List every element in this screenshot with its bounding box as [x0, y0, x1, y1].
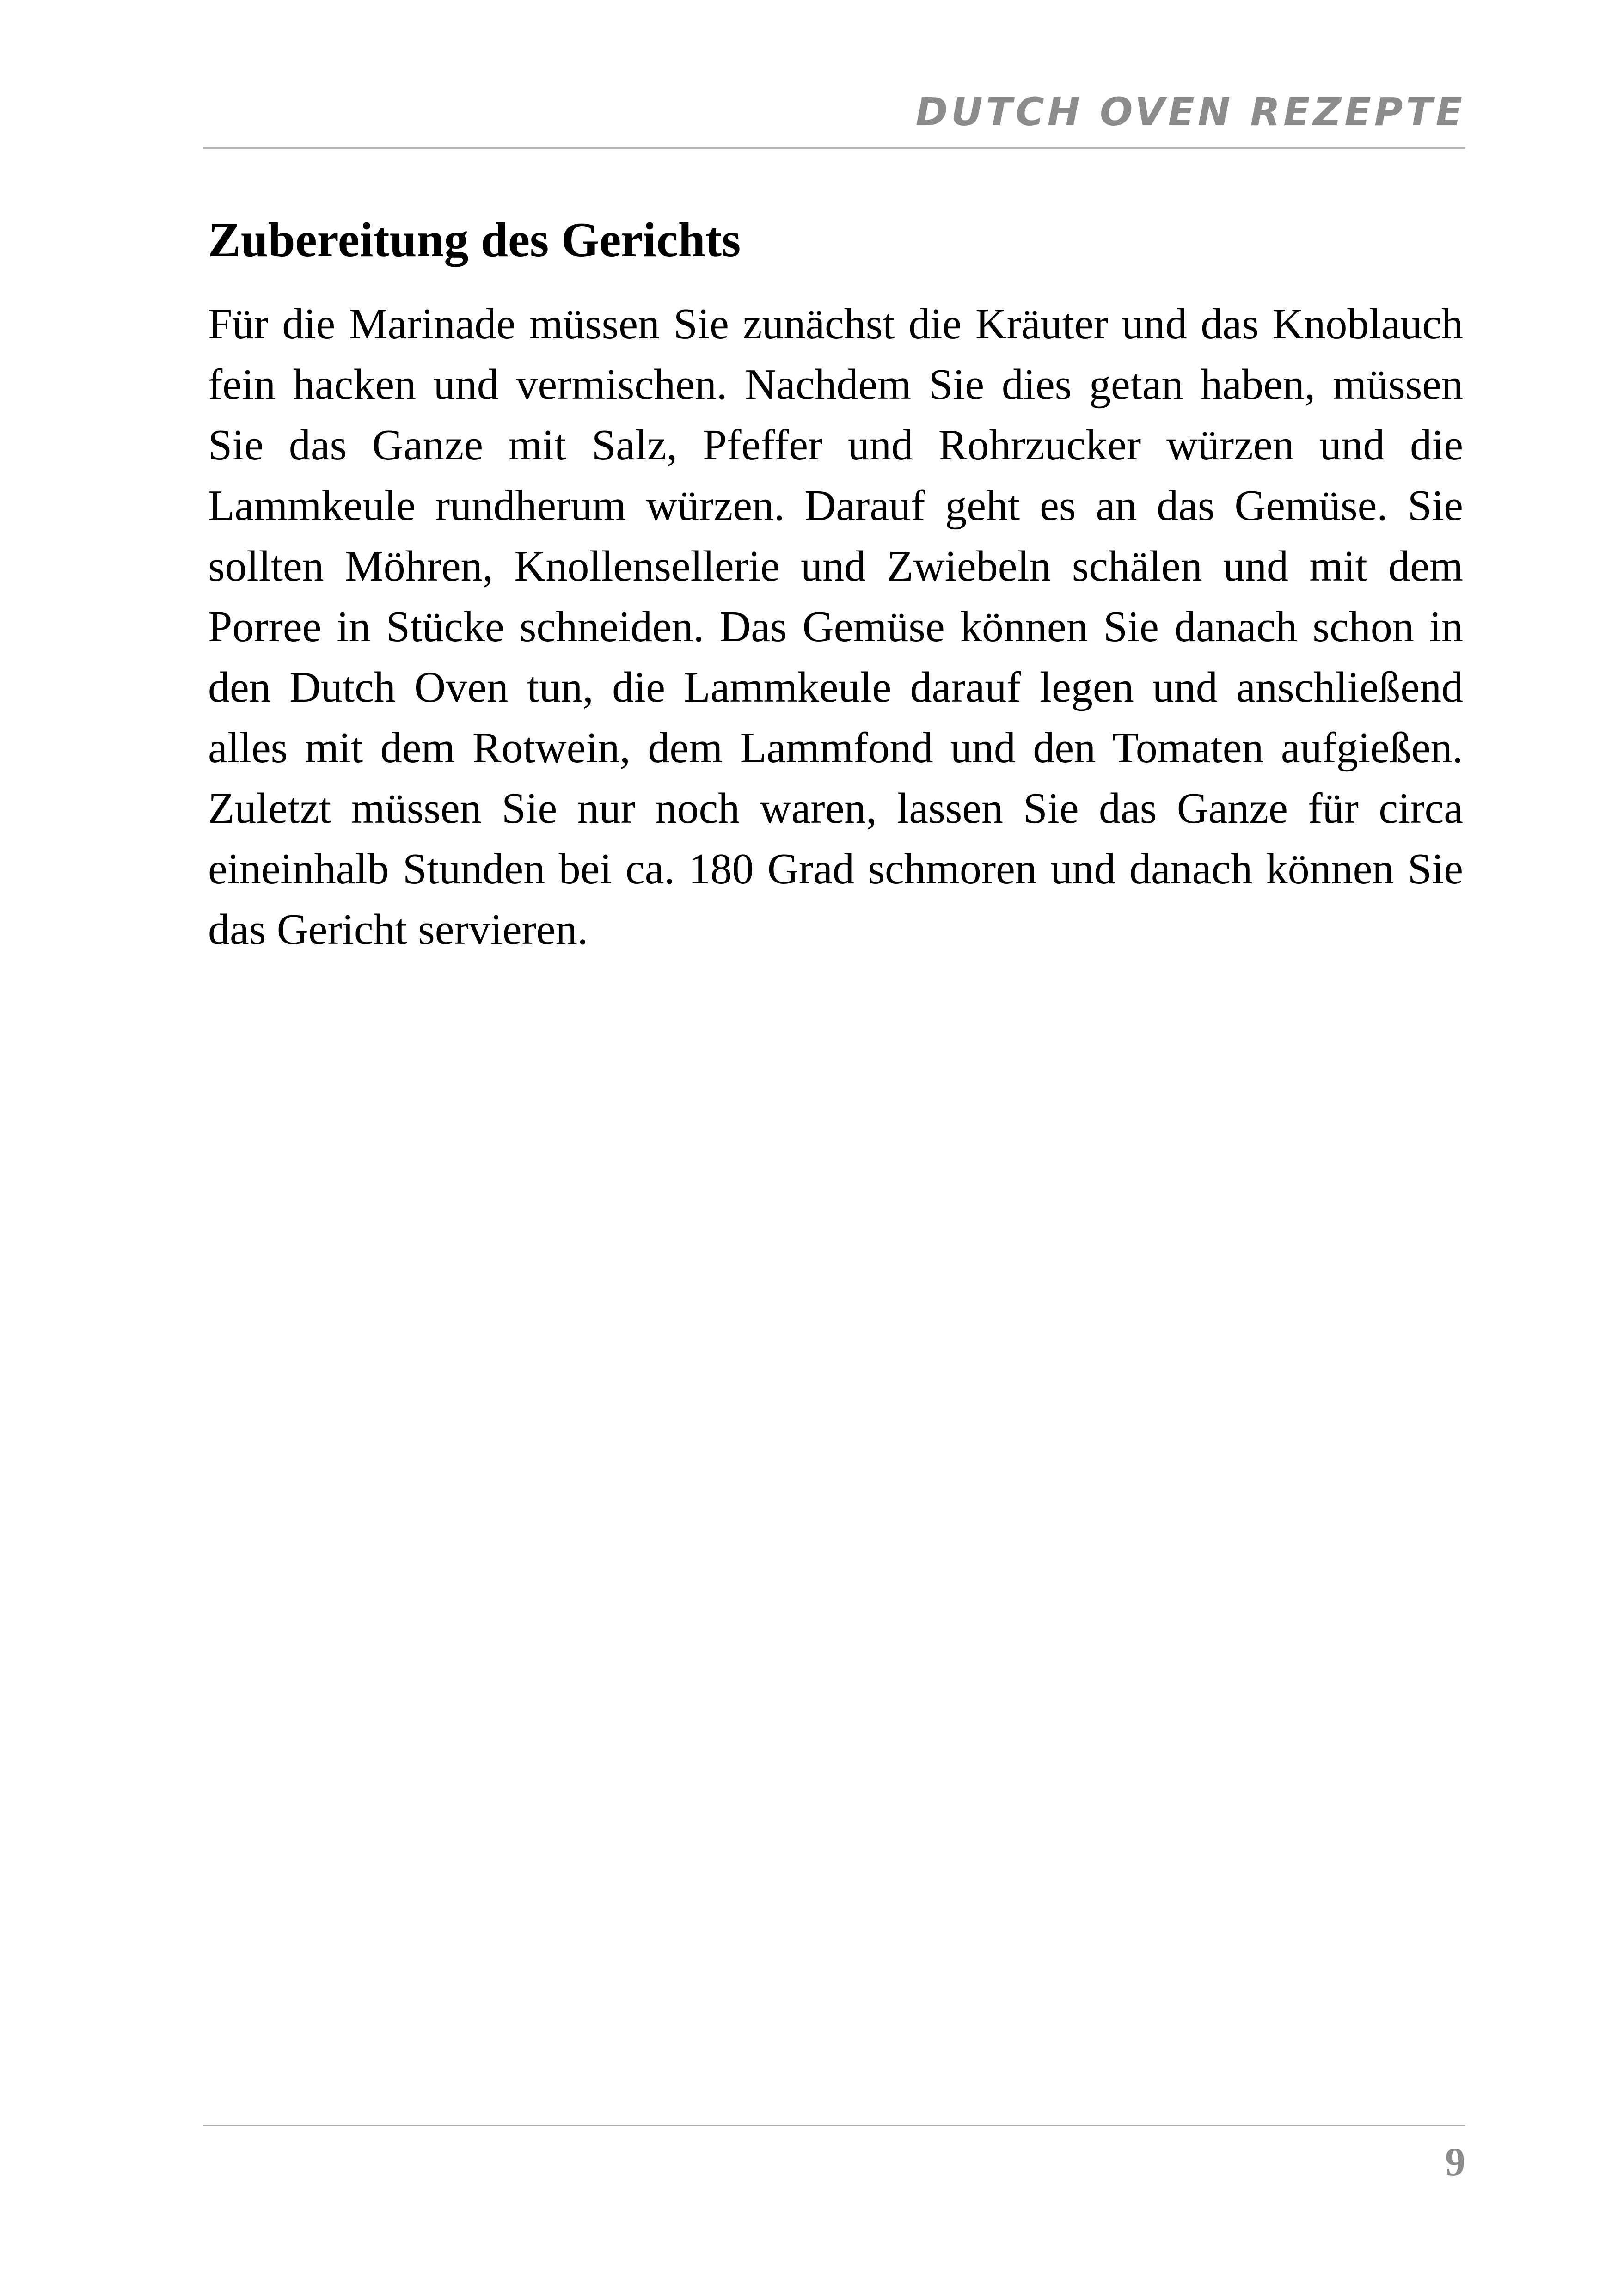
footer-divider — [203, 2125, 1465, 2126]
section-heading: Zubereitung des Gerichts — [208, 213, 741, 267]
header-divider — [203, 147, 1465, 149]
body-paragraph: Für die Marinade müssen Sie zunächst die Kräuter und das Knoblauch fein hacken und vermischen. Nachdem Sie dies getan haben, müssen Sie das Ganze mit Salz, Pfeffer und Rohrzucker würzen und die Lammkeule rundherum würzen. Darauf geht es an das Gemüse. Sie sollten Möhren, Knollensellerie und Zwiebeln schälen und mit dem Porree in Stücke schneiden. Das Gemüse können Sie danach schon in den Dutch Oven tun, die Lammkeule darauf legen und anschließend alles mit dem Rotwein, dem Lammfond und den Tomaten aufgießen. Zuletzt müssen Sie nur noch waren, lassen Sie das Ganze für circa eineinhalb Stunden bei ca. 180 Grad schmoren und danach können Sie das Gericht servieren. — [208, 300, 1463, 954]
page-number: 9 — [1445, 2140, 1465, 2185]
running-header: DUTCH OVEN REZEPTE — [915, 89, 1465, 135]
